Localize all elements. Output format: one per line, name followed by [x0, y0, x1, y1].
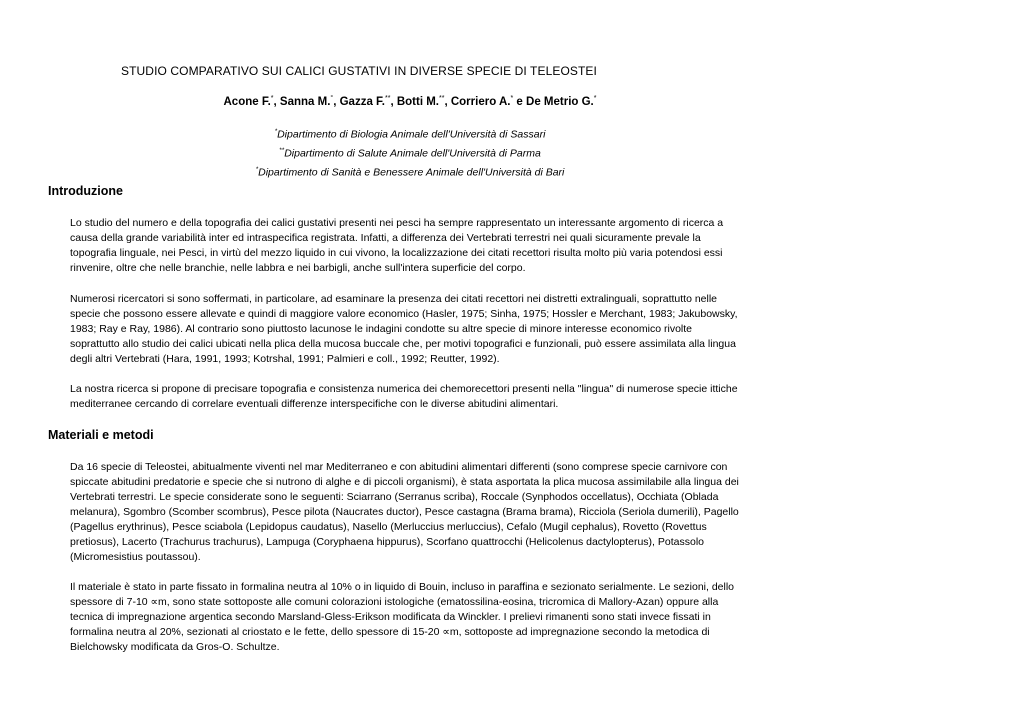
text-line: rinvenire, oltre che nelle branchie, nelle labbra e nei barbigli, anche sull'intera superficie del corpo.	[70, 262, 526, 274]
text-line: causa della grande variabilità inter ed intraspecifica registrata. Infatti, a differenza dei Vertebrati terrestri nei quali sicuramente prevale la	[70, 232, 701, 244]
text-line: Lo studio del numero e della topografia dei calici gustativi presenti nei pesci ha sempre rappresentato un interessante argomento di ricerca a	[70, 217, 724, 229]
text-line: Numerosi ricercatori si sono soffermati, in particolare, ad esaminare la presenza dei citati recettori nei distretti extralinguali, soprattutto nelle	[70, 293, 718, 305]
author: Gazza F.**,	[339, 95, 397, 108]
text-line: pretiosus), Lacerto (Trachurus trachurus), Lampuga (Coryphaena hippurus), Scorfano quattrocchi (Helicolenus dactylopterus), Potassolo	[70, 536, 705, 548]
author: Corriero A.* e	[450, 95, 527, 108]
author-line	[0, 95, 820, 108]
text-line: 1983; Ray e Ray, 1986). Al contrario sono piuttosto lacunose le indagini condotte su altre specie di minore interesse economico rivolte	[70, 323, 692, 335]
text-line: formalina neutra al 20%, sezionati al criostato e le fette, dello spessore di 15-20 ∝m, sottoposte ad impregnazione secondo la metodica di	[70, 626, 710, 638]
text-line: soprattutto allo studio dei calici ubicati nella plica della mucosa buccale che, per motivi topografici e funzionali, può essere assimilata alla lingua	[70, 338, 736, 350]
text-line: Bielchowsky modificata da Gros-O. Schultze.	[70, 641, 280, 653]
affiliation: **Dipartimento di Salute Animale dell'Università di Parma	[279, 147, 541, 160]
text-line: degli altri Vertebrati (Hara, 1991, 1993; Kotrshal, 1991; Palmieri e coll., 1992; Reutter, 1992).	[70, 353, 500, 365]
text-line: specie che possono essere allevate e quindi di maggiore valore economico (Hasler, 1975; Sinha, 1975; Hossler e Merchant, 1983; Jakubowsky,	[70, 308, 738, 320]
text-line: Il materiale è stato in parte fissato in formalina neutra al 10% o in liquido di Bouin, incluso in paraffina e sezionato serialmente. Le sezioni, dello	[70, 581, 735, 593]
text-line: tecnica di impregnazione argentica secondo Marsland-Gless-Erikson modificata da Winckler. I prelievi rimanenti sono stati invece fissati in	[70, 611, 711, 623]
paragraph	[70, 292, 760, 367]
affiliations	[0, 124, 820, 181]
text-line: mediterranee cercando di correlare eventuali differenze interspecifiche con le diverse abitudini alimentari.	[70, 398, 559, 410]
author: Botti M.**,	[396, 95, 451, 108]
text-line: topografia linguale, nei Pesci, in virtù del mezzo liquido in cui vivono, la localizzazione dei citati recettori risulta molto più varia potendosi essi	[70, 247, 723, 259]
text-line: (Micromesistius poutassou).	[70, 551, 201, 563]
paragraph	[70, 216, 760, 276]
text-line: (Pagellus erythrinus), Pesce sciabola (Lepidopus caudatus), Nasello (Merluccius merluccius), Cefalo (Mugil cephalus), Rovetto (Rovettus	[70, 521, 707, 533]
section-heading-materiali-e-metodi: Materiali e metodi	[48, 428, 154, 442]
text-line: spessore di 7-10 ∝m, sono state sottoposte alle comuni colorazioni istologiche (ematossilina-eosina, tricromica di Mallory-Azan) oppure alla	[70, 596, 719, 608]
text-line: La nostra ricerca si propone di precisare topografia e consistenza numerica dei chemorecettori presenti nella "lingua" di numerose specie ittiche	[70, 383, 738, 395]
author: Sanna M.°,	[279, 95, 340, 108]
paragraph	[70, 382, 760, 412]
text-line: Da 16 specie di Teleostei, abitualmente viventi nel mar Mediterraneo e con abitudini alimentari differenti (sono comprese specie carnivore con	[70, 461, 728, 473]
paragraph	[70, 460, 760, 565]
text-line: spiccate abitudini predatorie e specie che si nutrono di alghe e di piccoli organismi), è stata asportata la plica mucosa assimilabile alla lingua dei	[70, 476, 739, 488]
section-heading-introduzione: Introduzione	[48, 184, 123, 198]
text-line: Vertebrati terrestri. Le specie considerate sono le seguenti: Sciarrano (Serranus scriba), Roccale (Synphodos occellatus), Occhiata (Oblada	[70, 491, 719, 503]
paper-title: STUDIO COMPARATIVO SUI CALICI GUSTATIVI IN DIVERSE SPECIE DI TELEOSTEI	[121, 64, 597, 78]
author: Acone F.*,	[223, 95, 280, 108]
text-line: melanura), Sgombro (Scomber scombrus), Pesce pilota (Naucrates ductor), Pesce castagna (Brama brama), Ricciola (Seriola dumerili), Pagello	[70, 506, 739, 518]
affiliation: *Dipartimento di Biologia Animale dell'Università di Sassari	[274, 128, 546, 141]
author: De Metrio G.*	[526, 95, 597, 108]
paragraph	[70, 580, 760, 655]
affiliation: *Dipartimento di Sanità e Benessere Animale dell'Università di Bari	[255, 166, 565, 179]
